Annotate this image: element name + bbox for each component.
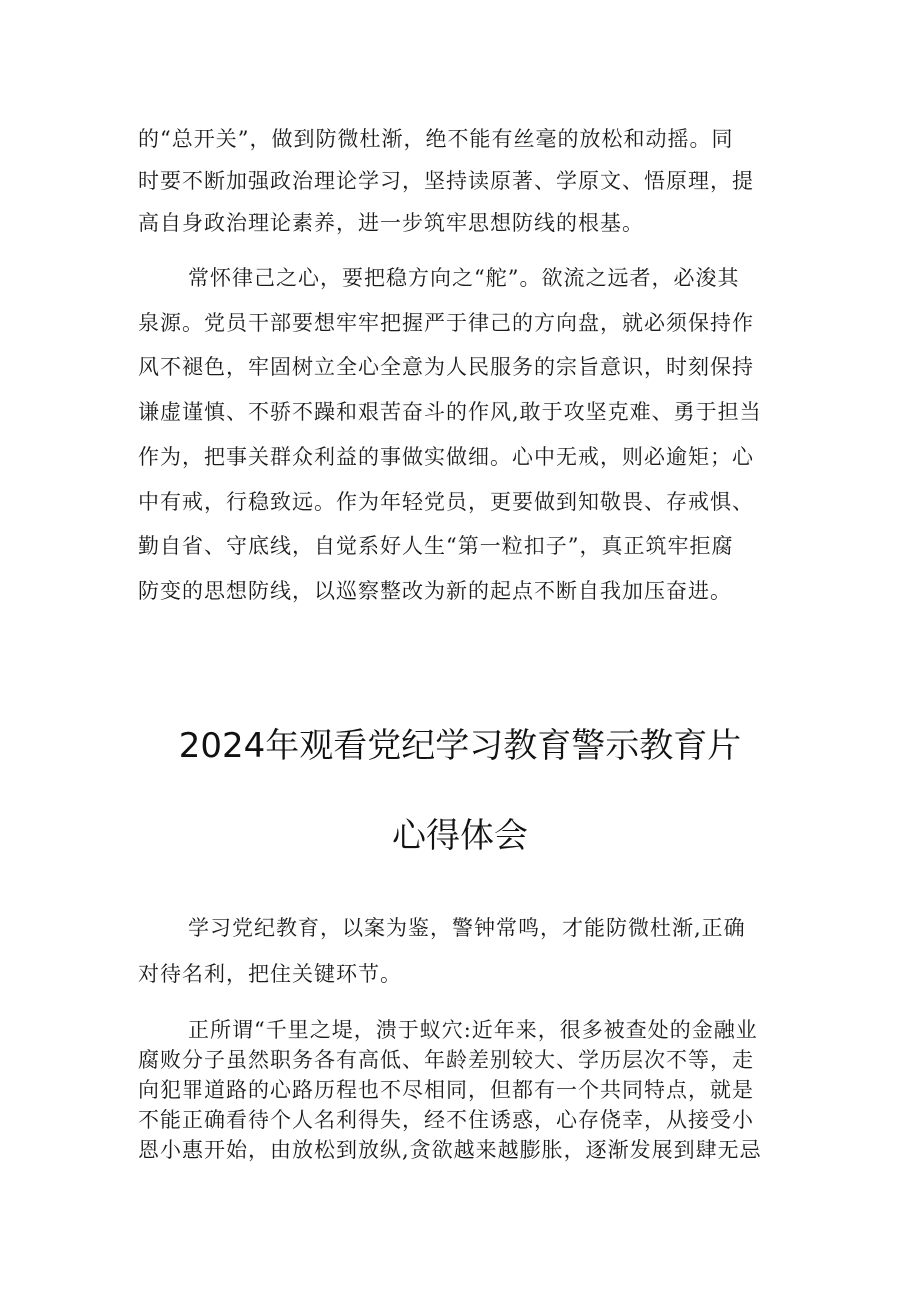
last-paragraph (138, 1015, 790, 1165)
paragraph-line: 向犯罪道路的心路历程也不尽相同，但都有一个共同特点，就是 (138, 1078, 754, 1102)
paragraph-line: 勤自省、守底线，自觉系好人生“第一粒扣子”，真正筑牢拒腐 (138, 534, 734, 559)
paragraph-line: 高自身政治理论素养，进一步筑牢思想防线的根基。 (138, 211, 644, 235)
paragraph-line: 腐败分子虽然职务各有高低、年龄差别较大、学历层次不等，走 (138, 1048, 754, 1072)
paragraph-line: 中有戒，行稳致远。作为年轻党员，更要做到知敬畏、存戒惧、 (138, 489, 754, 514)
paragraph-line: 不能正确看待个人名利得失，经不住诱惑，心存侥幸，从接受小 (138, 1108, 754, 1132)
paragraph-line: 学习党纪教育，以案为鉴，警钟常鸣，才能防微杜渐,正确 (188, 916, 746, 940)
paragraph-line: 作为，把事关群众利益的事做实做细。心中无戒，则必逾矩；心 (138, 444, 754, 469)
paragraph-line: 谦虚谨慎、不骄不躁和艰苦奋斗的作风,敢于攻坚克难、勇于担当 (138, 400, 762, 425)
top-paragraph (138, 118, 790, 244)
intro-paragraph (138, 905, 790, 997)
document-title: 2024年观看党纪学习教育警示教育片 (178, 726, 742, 766)
paragraph-line: 防变的思想防线，以巡察整改为新的起点不断自我加压奋进。 (138, 578, 732, 603)
paragraph-line: 对待名利，把住关键环节。 (138, 962, 402, 986)
document-title-continued: 心得体会 (392, 816, 528, 856)
paragraph-line: 常怀律己之心，要把稳方向之“舵”。欲流之远者，必浚其 (188, 266, 740, 290)
second-paragraph (138, 256, 790, 614)
paragraph-line: 泉源。党员干部要想牢牢把握严于律己的方向盘，就必须保持作 (138, 310, 754, 335)
paragraph-line: 时要不断加强政治理论学习，坚持读原著、学原文、悟原理，提 (138, 169, 754, 193)
paragraph-line: 风不褪色，牢固树立全心全意为人民服务的宗旨意识，时刻保持 (138, 355, 754, 380)
paragraph-line: 的“总开关”，做到防微杜渐，绝不能有丝毫的放松和动摇。同 (138, 127, 734, 151)
paragraph-line: 正所谓“千里之堤，溃于蚁穴:近年来，很多被查处的金融业 (188, 1018, 758, 1042)
paragraph-line: 恩小惠开始，由放松到放纵,贪欲越来越膨胀，逐渐发展到肆无忌 (138, 1138, 762, 1162)
